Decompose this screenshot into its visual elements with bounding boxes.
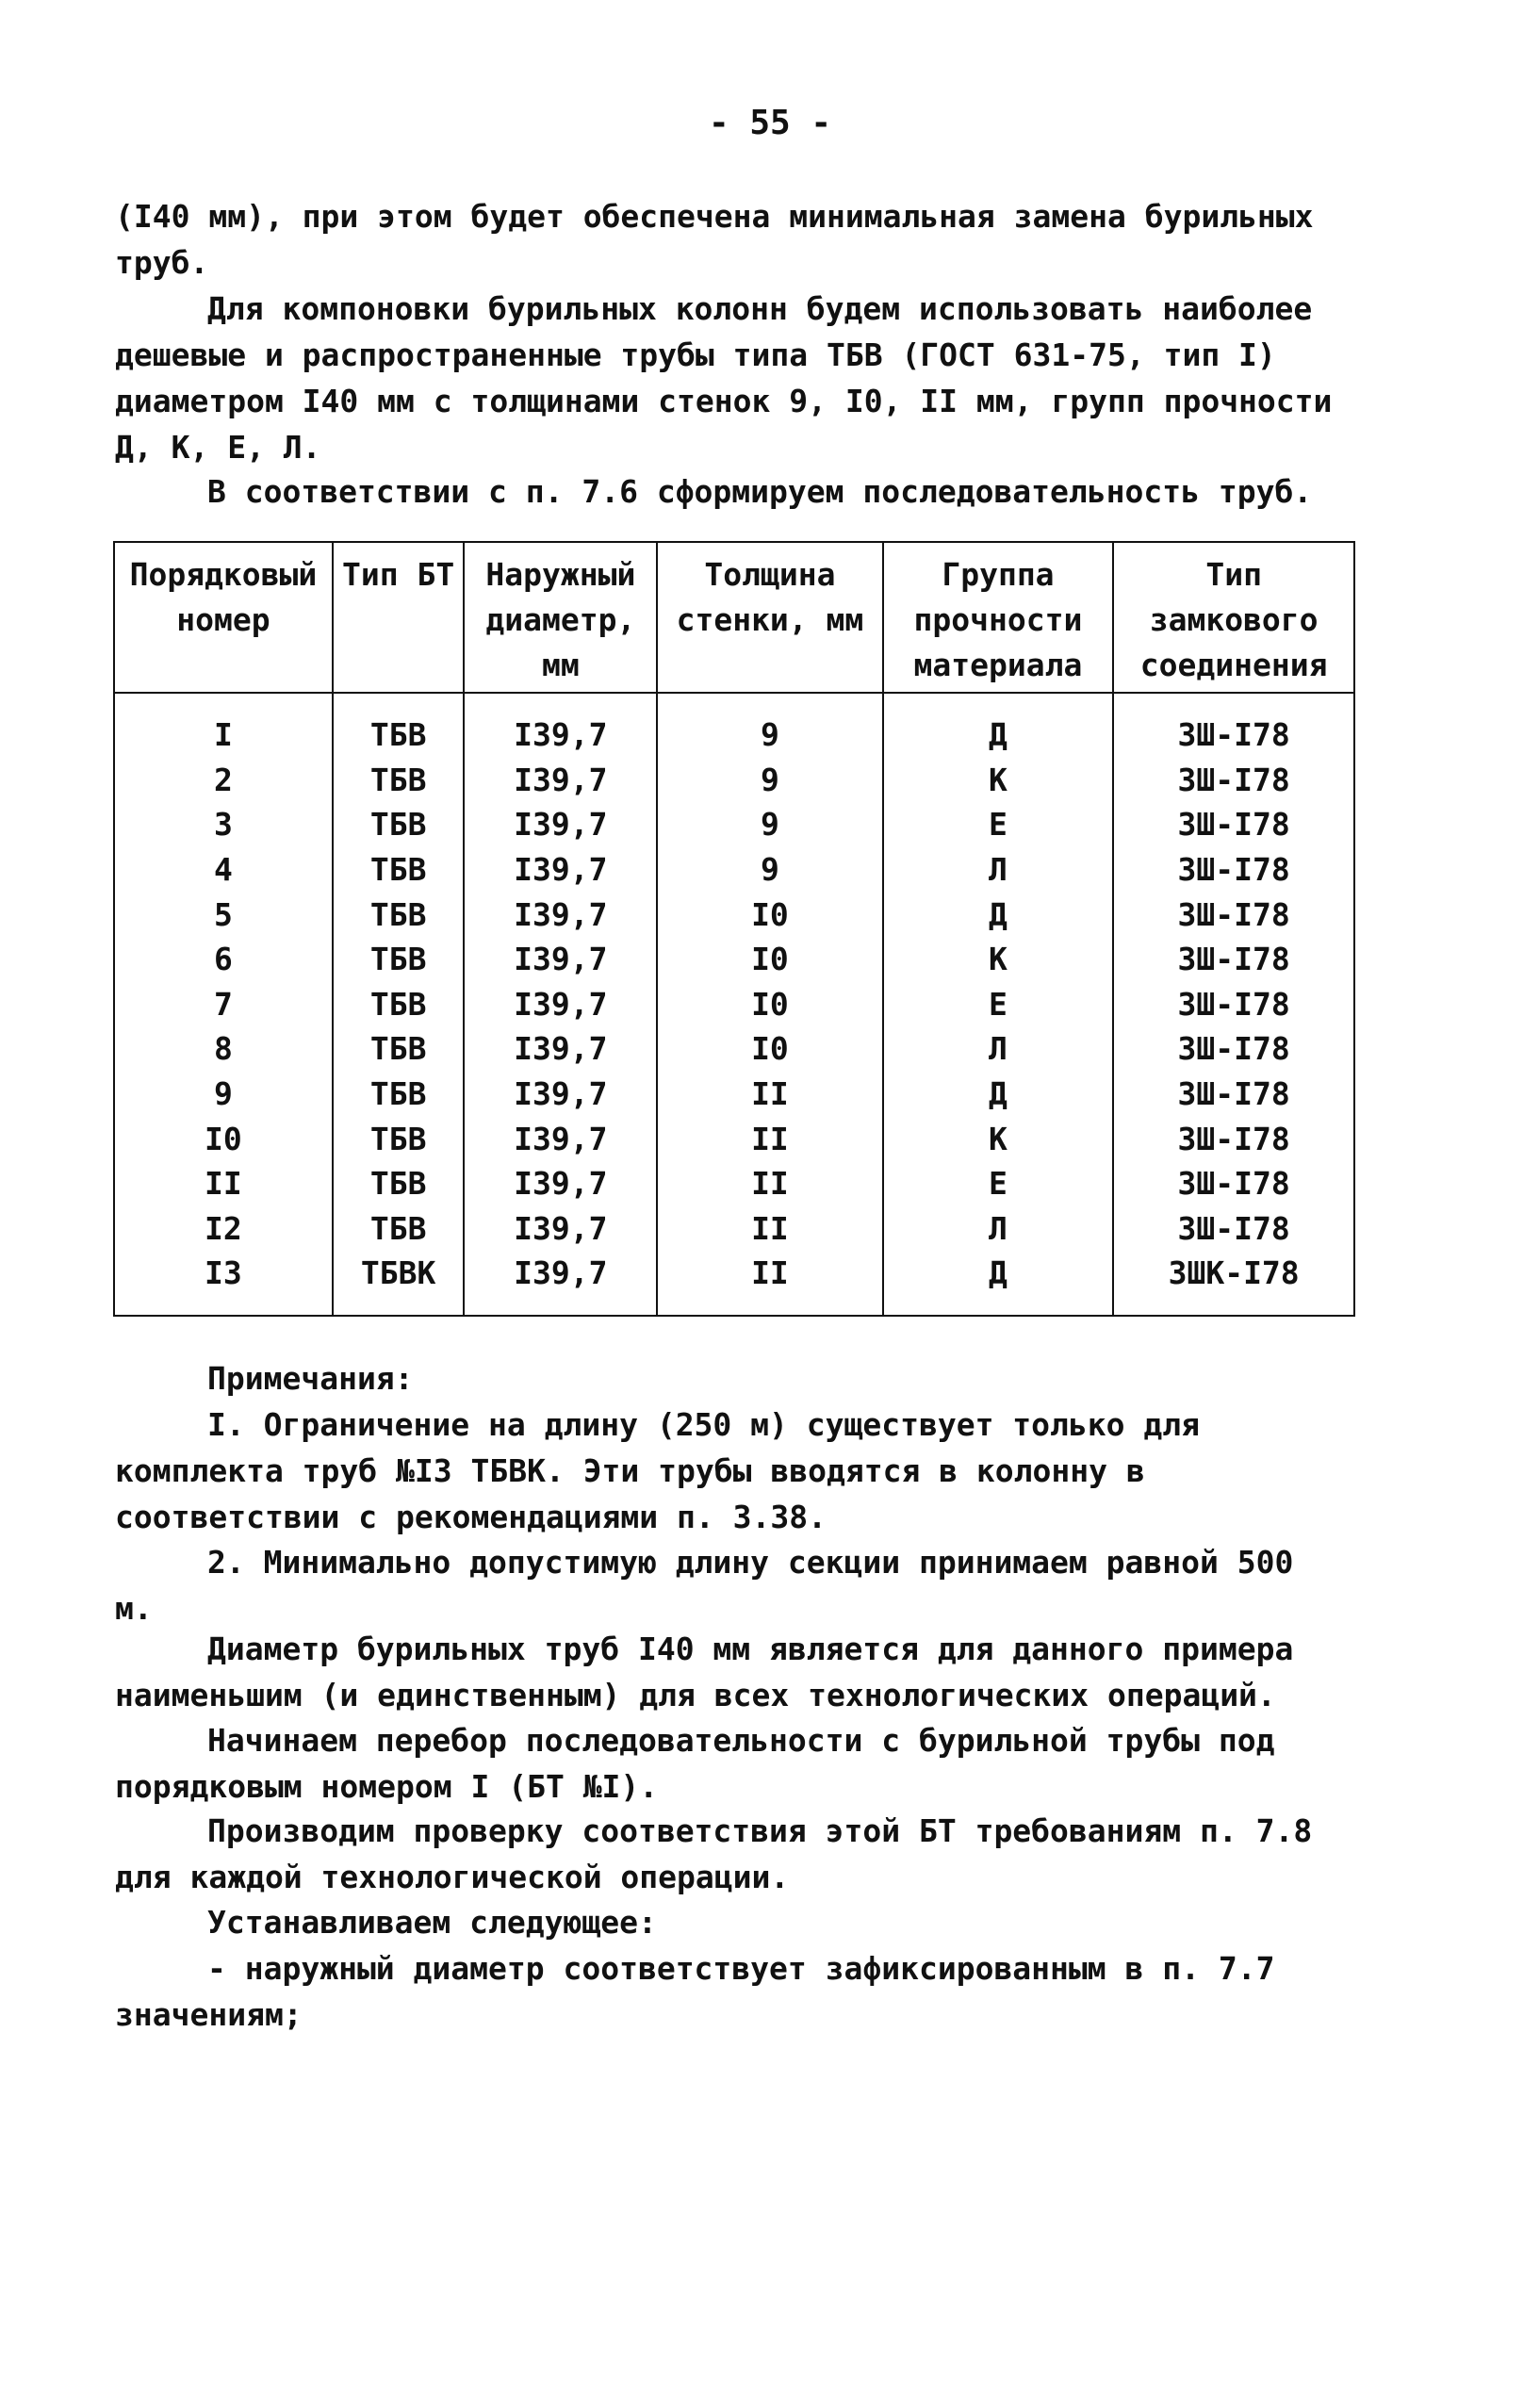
cell-wall-thickness: 9 (657, 693, 882, 758)
cell-strength-group: Д (883, 693, 1114, 758)
cell-order-number: 3 (114, 802, 333, 847)
cell-outer-diameter: I39,7 (464, 1026, 657, 1072)
cell-pipe-type: ТБВ (333, 1072, 465, 1117)
cell-joint-type: ЗШ-I78 (1113, 937, 1354, 982)
cell-pipe-type: ТБВ (333, 937, 465, 982)
cell-joint-type: ЗШ-I78 (1113, 1072, 1354, 1117)
cell-pipe-type: ТБВ (333, 982, 465, 1027)
cell-order-number: I3 (114, 1251, 333, 1316)
cell-strength-group: Е (883, 982, 1114, 1027)
cell-joint-type: ЗШ-I78 (1113, 1116, 1354, 1161)
cell-joint-type: ЗШ-I78 (1113, 982, 1354, 1027)
cell-order-number: I2 (114, 1206, 333, 1252)
page-number: - 55 - (708, 104, 832, 142)
cell-wall-thickness: I0 (657, 937, 882, 982)
cell-joint-type: ЗШ-I78 (1113, 1206, 1354, 1252)
paragraph-intro-continuation: (I40 мм), при этом будет обеспечена минимальная замена бурильных труб. (115, 198, 1314, 281)
cell-wall-thickness: 9 (657, 847, 882, 893)
cell-strength-group: Л (883, 847, 1114, 893)
pipe-sequence-table (113, 541, 1355, 1317)
cell-pipe-type: ТБВ (333, 693, 465, 758)
cell-order-number: 5 (114, 892, 333, 937)
paragraph-diameter: Диаметр бурильных труб I40 мм является для данного примера наименьшим (и единственным) для всех технологических операций. (115, 1631, 1294, 1713)
cell-strength-group: К (883, 758, 1114, 803)
header-outer-diameter: Наружный диаметр, мм (464, 542, 657, 693)
cell-order-number: I0 (114, 1116, 333, 1161)
cell-joint-type: ЗШК-I78 (1113, 1251, 1354, 1316)
notes-title: Примечания: (207, 1360, 414, 1397)
table-row (114, 1206, 1354, 1252)
header-pipe-type: Тип БТ (333, 542, 465, 693)
cell-outer-diameter: I39,7 (464, 802, 657, 847)
cell-wall-thickness: 9 (657, 758, 882, 803)
table-row (114, 1026, 1354, 1072)
cell-outer-diameter: I39,7 (464, 892, 657, 937)
paragraph-establish: Устанавливаем следующее: (207, 1904, 657, 1941)
table-row (114, 982, 1354, 1027)
cell-joint-type: ЗШ-I78 (1113, 1161, 1354, 1206)
cell-pipe-type: ТБВ (333, 1026, 465, 1072)
cell-pipe-type: ТБВ (333, 847, 465, 893)
table-row (114, 693, 1354, 758)
cell-order-number: 6 (114, 937, 333, 982)
table-header-row (114, 542, 1354, 693)
cell-pipe-type: ТБВ (333, 1161, 465, 1206)
cell-strength-group: К (883, 937, 1114, 982)
cell-wall-thickness: II (657, 1251, 882, 1316)
cell-wall-thickness: II (657, 1161, 882, 1206)
cell-strength-group: Д (883, 1251, 1114, 1316)
table-row (114, 1251, 1354, 1316)
cell-wall-thickness: II (657, 1116, 882, 1161)
cell-strength-group: Е (883, 802, 1114, 847)
cell-order-number: 8 (114, 1026, 333, 1072)
paragraph-pipe-selection: Для компоновки бурильных колонн будем использовать наиболее дешевые и распространенные трубы типа ТБВ (ГОСТ 631-75, тип I) диаметром I40 мм с толщинами стенок 9, I0, II мм, групп прочности Д, К, Е, Л. (115, 290, 1333, 466)
cell-order-number: 2 (114, 758, 333, 803)
table-row (114, 802, 1354, 847)
cell-strength-group: К (883, 1116, 1114, 1161)
table-row (114, 847, 1354, 893)
cell-pipe-type: ТБВ (333, 1116, 465, 1161)
cell-strength-group: Е (883, 1161, 1114, 1206)
table-row (114, 758, 1354, 803)
cell-joint-type: ЗШ-I78 (1113, 802, 1354, 847)
header-wall-thickness: Толщина стенки, мм (657, 542, 882, 693)
cell-outer-diameter: I39,7 (464, 693, 657, 758)
cell-wall-thickness: II (657, 1072, 882, 1117)
header-strength-group: Группа прочности материала (883, 542, 1114, 693)
table-row (114, 1116, 1354, 1161)
cell-pipe-type: ТБВ (333, 802, 465, 847)
cell-outer-diameter: I39,7 (464, 1251, 657, 1316)
cell-joint-type: ЗШ-I78 (1113, 758, 1354, 803)
cell-wall-thickness: II (657, 1206, 882, 1252)
header-joint-type: Тип замкового соединения (1113, 542, 1354, 693)
table-row (114, 937, 1354, 982)
paragraph-sequence: В соответствии с п. 7.6 сформируем последовательность труб. (207, 473, 1313, 510)
cell-wall-thickness: I0 (657, 892, 882, 937)
table-row (114, 892, 1354, 937)
paragraph-check: Производим проверку соответствия этой БТ требованиям п. 7.8 для каждой технологической операции. (115, 1812, 1313, 1895)
cell-joint-type: ЗШ-I78 (1113, 892, 1354, 937)
cell-joint-type: ЗШ-I78 (1113, 847, 1354, 893)
cell-order-number: I (114, 693, 333, 758)
paragraph-iteration-start: Начинаем перебор последовательности с бурильной трубы под порядковым номером I (БТ №I). (115, 1722, 1275, 1805)
cell-order-number: 9 (114, 1072, 333, 1117)
cell-joint-type: ЗШ-I78 (1113, 693, 1354, 758)
cell-wall-thickness: I0 (657, 1026, 882, 1072)
cell-outer-diameter: I39,7 (464, 1072, 657, 1117)
cell-outer-diameter: I39,7 (464, 982, 657, 1027)
cell-outer-diameter: I39,7 (464, 1116, 657, 1161)
paragraph-list-item-diameter: - наружный диаметр соответствует зафиксированным в п. 7.7 значениям; (115, 1950, 1275, 2033)
cell-joint-type: ЗШ-I78 (1113, 1026, 1354, 1072)
cell-order-number: II (114, 1161, 333, 1206)
cell-outer-diameter: I39,7 (464, 1206, 657, 1252)
table-body (114, 693, 1354, 1316)
cell-order-number: 7 (114, 982, 333, 1027)
cell-pipe-type: ТБВ (333, 758, 465, 803)
cell-pipe-type: ТБВК (333, 1251, 465, 1316)
cell-wall-thickness: 9 (657, 802, 882, 847)
cell-outer-diameter: I39,7 (464, 1161, 657, 1206)
cell-strength-group: Д (883, 1072, 1114, 1117)
cell-strength-group: Л (883, 1026, 1114, 1072)
cell-wall-thickness: I0 (657, 982, 882, 1027)
cell-outer-diameter: I39,7 (464, 937, 657, 982)
header-order-number: Порядковый номер (114, 542, 333, 693)
cell-order-number: 4 (114, 847, 333, 893)
note-item-1: I. Ограничение на длину (250 м) существует только для комплекта труб №I3 ТБВК. Эти трубы вводятся в колонну в соответствии с рекомендациями п. 3.38. (115, 1406, 1200, 1535)
cell-strength-group: Л (883, 1206, 1114, 1252)
cell-outer-diameter: I39,7 (464, 847, 657, 893)
table-row (114, 1072, 1354, 1117)
table-row (114, 1161, 1354, 1206)
cell-pipe-type: ТБВ (333, 892, 465, 937)
cell-outer-diameter: I39,7 (464, 758, 657, 803)
note-item-2: 2. Минимально допустимую длину секции принимаем равной 500 м. (115, 1544, 1294, 1627)
cell-strength-group: Д (883, 892, 1114, 937)
cell-pipe-type: ТБВ (333, 1206, 465, 1252)
